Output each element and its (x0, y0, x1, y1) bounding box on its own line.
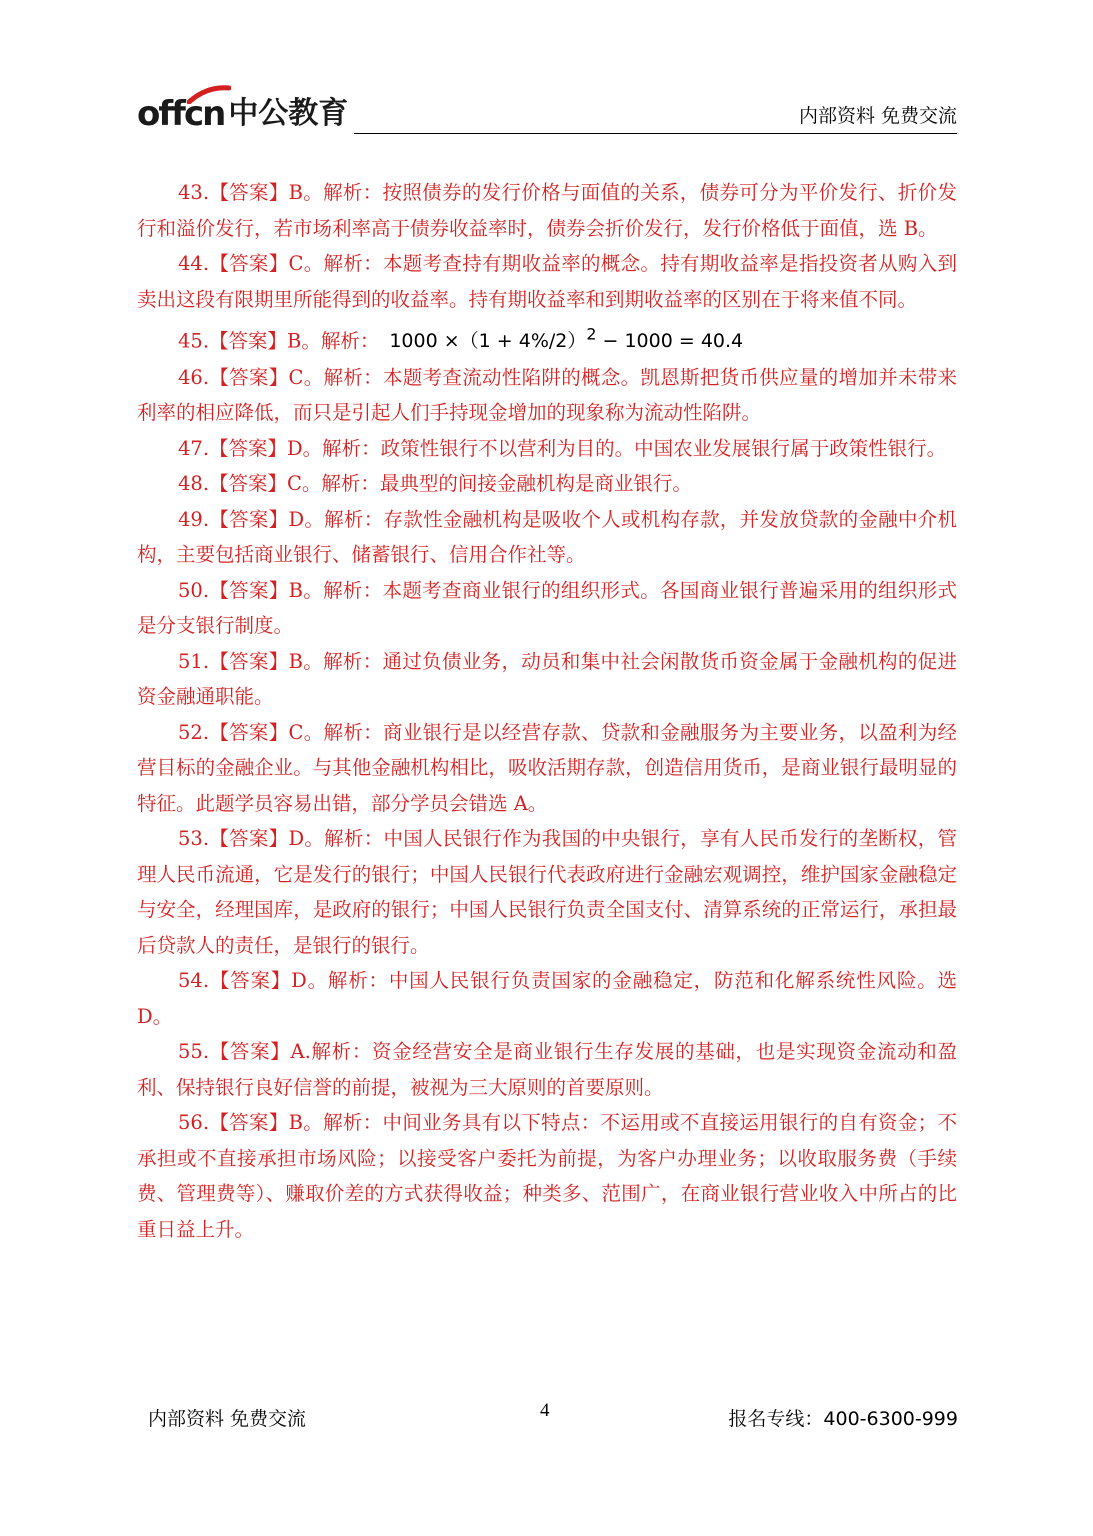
answer-49: 49.【答案】D。解析：存款性金融机构是吸收个人或机构存款，并发放贷款的金融中介机构，主要包括商业银行、储蓄银行、信用合作社等。 (137, 507, 957, 567)
answer-44: 44.【答案】C。解析：本题考查持有期收益率的概念。持有期收益率是指投资者从购入到卖出这段有限期里所能得到的收益率。持有期收益率和到期收益率的区别在于将来值不同。 (137, 252, 957, 311)
formula (389, 325, 744, 353)
page-number: 4 (540, 1400, 550, 1421)
answer-46: 46.【答案】C。解析：本题考查流动性陷阱的概念。凯恩斯把货币供应量的增加并未带来利率的相应降低，而只是引起人们手持现金增加的现象称为流动性陷阱。 (137, 365, 957, 425)
formula-base: 1000 ×（1 + 4%/2） (389, 330, 587, 353)
logo-wordmark: offcn (137, 94, 225, 134)
answer-52: 52.【答案】C。解析：商业银行是以经营存款、贷款和金融服务为主要业务，以盈利为经营目标的金融企业。与其他金融机构相比，吸收活期存款，创造信用货币，是商业银行最明显的特征。此题学员容易出错，部分学员会错选 A。 (137, 720, 957, 815)
header-tagline: 内部资料 免费交流 (798, 105, 957, 127)
answer-54: 54.【答案】D。解析：中国人民银行负责国家的金融稳定，防范和化解系统性风险。选 D。 (137, 969, 957, 1028)
answer-51: 51.【答案】B。解析：通过负债业务，动员和集中社会闲散货币资金属于金融机构的促进资金融通职能。 (137, 649, 957, 709)
answer-content (137, 175, 957, 1247)
registration-hotline: 报名专线：400-6300-999 (728, 1408, 958, 1430)
answer-45-label: 45.【答案】B。解析： (178, 329, 380, 353)
logo-swoosh-icon (187, 84, 231, 104)
page-footer (148, 1400, 958, 1434)
header-divider (354, 133, 957, 134)
answer-55: 55.【答案】A.解析：资金经营安全是商业银行生存发展的基础，也是实现资金流动和盈利、保持银行良好信誉的前提，被视为三大原则的首要原则。 (137, 1040, 957, 1099)
answer-48: 48.【答案】C。解析：最典型的间接金融机构是商业银行。 (178, 472, 692, 496)
page-header (137, 86, 957, 134)
answer-43: 43.【答案】B。解析：按照债券的发行价格与面值的关系，债券可分为平价发行、折价发行和溢价发行，若市场利率高于债券收益率时，债券会折价发行，发行价格低于面值，选 B。 (137, 181, 957, 240)
logo-chinese-name: 中公教育 (228, 96, 349, 131)
formula-exponent: 2 (586, 325, 597, 344)
formula-rest: − 1000 = 40.4 (596, 330, 744, 353)
answer-53: 53.【答案】D。解析：中国人民银行作为我国的中央银行，享有人民币发行的垄断权，管理人民币流通，它是发行的银行；中国人民银行代表政府进行金融宏观调控，维护国家金融稳定与安全，经理国库，是政府的银行；中国人民银行负责全国支付、清算系统的正常运行，承担最后贷款人的责任，是银行的银行。 (137, 827, 957, 957)
answer-50: 50.【答案】B。解析：本题考查商业银行的组织形式。各国商业银行普遍采用的组织形式是分支银行制度。 (137, 578, 957, 638)
answer-56: 56.【答案】B。解析：中间业务具有以下特点：不运用或不直接运用银行的自有资金；不承担或不直接承担市场风险；以接受客户委托为前提，为客户办理业务；以收取服务费（手续费、管理费等）、赚取价差的方式获得收益；种类多、范围广，在商业银行营业收入中所占的比重日益上升。 (137, 1111, 957, 1241)
answer-47: 47.【答案】D。解析：政策性银行不以营利为目的。中国农业发展银行属于政策性银行。 (178, 436, 947, 460)
offcn-logo (137, 86, 348, 134)
footer-tagline: 内部资料 免费交流 (148, 1408, 307, 1430)
answer-45 (137, 317, 957, 360)
